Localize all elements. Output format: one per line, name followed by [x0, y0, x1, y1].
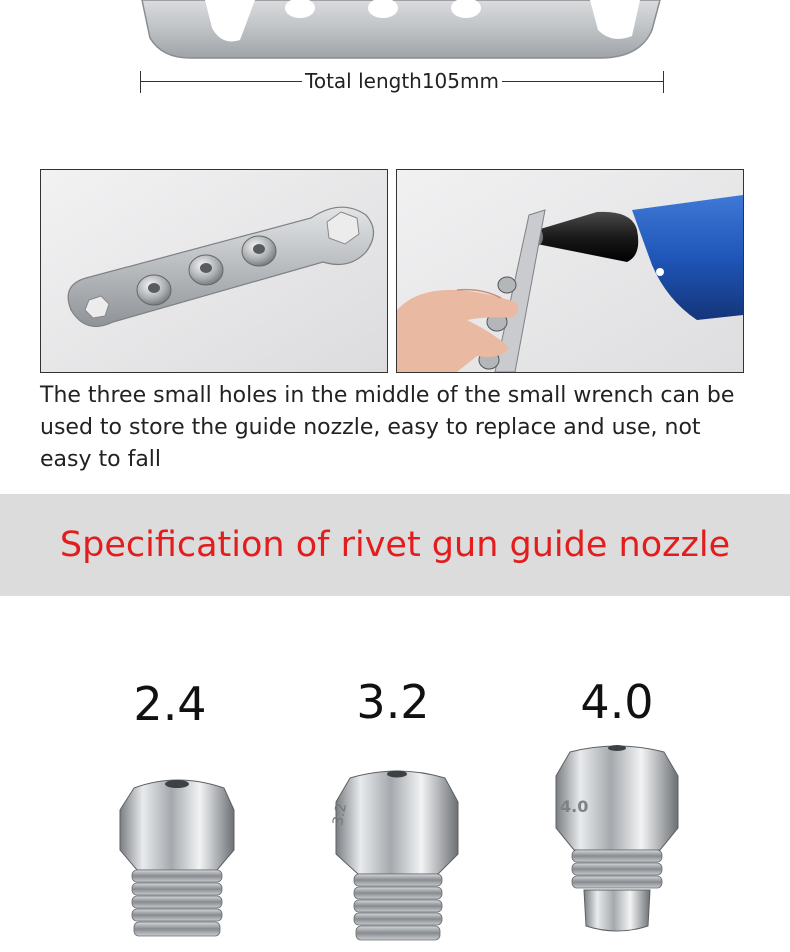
length-dimension [140, 70, 664, 94]
wrench-top-image [0, 0, 790, 60]
nozzle-size-label: 4.0 [580, 675, 654, 729]
dimension-tick-right [663, 71, 664, 93]
nozzle-engraving: 3.2 [330, 801, 350, 827]
rivet-gun-photo [396, 169, 744, 373]
nozzle-size-label: 2.4 [133, 677, 207, 731]
spec-banner [0, 494, 790, 596]
nozzle-size-label: 3.2 [356, 675, 430, 729]
length-label: Total length105mm [302, 70, 502, 92]
dimension-tick-left [140, 71, 141, 93]
nozzle-engraving: 4.0 [560, 797, 589, 816]
spec-banner-title: Specification of rivet gun guide nozzle [59, 525, 731, 565]
rivet-gun-with-wrench-image [397, 170, 743, 372]
nozzle-image [330, 762, 465, 942]
wrench-storage-description: The three small holes in the middle of the small wrench can be used to store the guide nozzle, easy to replace and use, not easy to fall [40, 383, 735, 472]
wrench-with-nozzles-image [41, 170, 387, 372]
nozzle-image [552, 740, 682, 940]
nozzle-image [112, 770, 242, 940]
wrench-storage-photo [40, 169, 388, 373]
